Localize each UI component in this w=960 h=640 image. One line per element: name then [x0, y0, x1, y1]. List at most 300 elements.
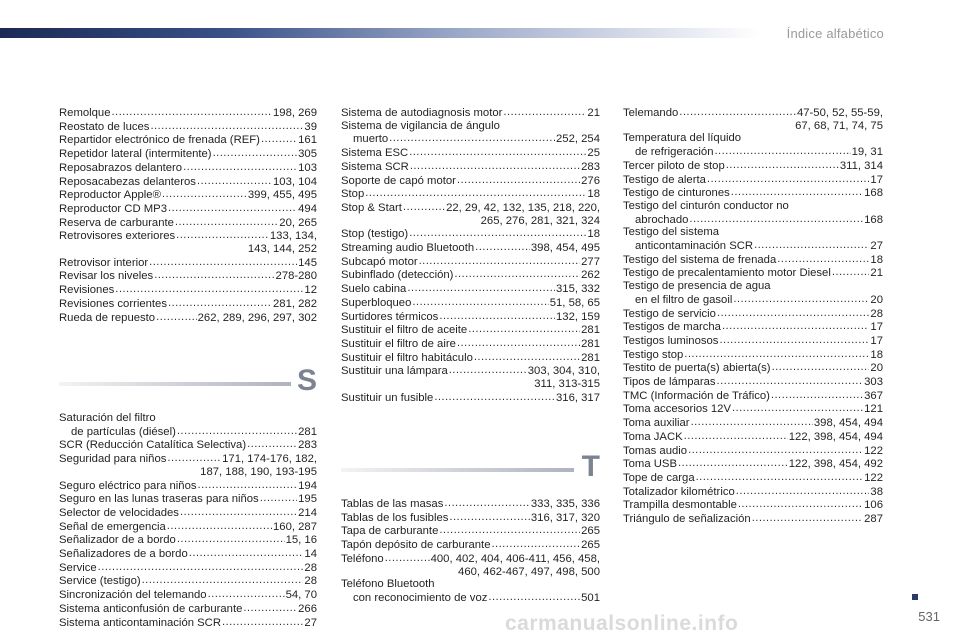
- index-entry: [623, 334, 883, 348]
- index-entry: [623, 430, 883, 444]
- entry-line: [623, 334, 883, 348]
- entry-pages: 21: [587, 107, 600, 119]
- dot-leader: [771, 389, 863, 403]
- entry-term: Testigo de alerta: [623, 173, 706, 186]
- entry-line: [623, 498, 883, 512]
- dot-leader: [409, 227, 586, 241]
- index-entry: [623, 498, 883, 512]
- entry-line: [623, 145, 883, 159]
- column-1-s-entries: [59, 412, 317, 629]
- index-entry: [623, 320, 883, 334]
- entry-line: [59, 506, 317, 520]
- entry-pages: 281: [581, 337, 600, 350]
- dot-leader: [409, 146, 586, 160]
- entry-pages: 252, 254: [556, 133, 600, 146]
- entry-term: Sustituir una lámpara: [341, 365, 448, 378]
- index-entry: [59, 147, 317, 161]
- entry-term: Reposabrazos delantero: [59, 161, 183, 174]
- dot-leader: [717, 307, 869, 321]
- entry-pages: 18: [587, 228, 600, 241]
- entry-term: de refrigeración: [635, 146, 714, 159]
- index-entry: [341, 268, 600, 282]
- entry-line: [341, 146, 600, 160]
- entry-pages-continued: 187, 188, 190, 193-195: [200, 465, 317, 478]
- dot-leader: [772, 361, 870, 375]
- entry-line: [623, 307, 883, 321]
- entry-line: [59, 283, 317, 297]
- entry-term: Stop & Start: [341, 201, 402, 214]
- index-entry: [623, 471, 883, 485]
- entry-term: Tomas audio: [623, 444, 688, 457]
- dot-leader: [679, 106, 796, 120]
- entry-line: [341, 241, 600, 255]
- dot-leader: [177, 533, 285, 547]
- entry-pages: 266: [298, 602, 317, 615]
- entry-pages: 194: [298, 479, 317, 492]
- index-entry: [623, 186, 883, 200]
- entry-line: [59, 229, 317, 243]
- entry-term: con reconocimiento de voz: [353, 591, 488, 604]
- index-entry: [341, 391, 600, 405]
- entry-pages: 281: [581, 324, 600, 337]
- entry-pages: 19, 31: [851, 146, 883, 159]
- index-entry: [341, 255, 600, 269]
- entry-line: [341, 591, 600, 605]
- entry-term: Seguro en las lunas traseras para niños: [59, 493, 259, 506]
- entry-pages: 494: [298, 202, 317, 215]
- index-entry: [623, 348, 883, 362]
- index-entry: [623, 253, 883, 267]
- dot-leader: [684, 348, 869, 362]
- entry-term: Rueda de repuesto: [59, 311, 156, 324]
- index-entry: [59, 492, 317, 506]
- dot-leader: [474, 351, 580, 365]
- entry-term: Stop (testigo): [341, 228, 409, 241]
- entry-term: Tapa de carburante: [341, 525, 439, 538]
- dot-leader: [198, 479, 298, 493]
- entry-line: [341, 310, 600, 324]
- entry-line: [623, 173, 883, 187]
- entry-term: Sistema SCR: [341, 160, 409, 173]
- entry-line: [59, 202, 317, 216]
- entry-pages: 103, 104: [273, 175, 317, 188]
- entry-pages: 38: [870, 485, 883, 498]
- dot-leader: [707, 173, 870, 187]
- column-2-s-entries: [341, 106, 600, 404]
- dot-leader: [754, 239, 869, 253]
- entry-pages: 17: [870, 173, 883, 186]
- entry-pages: 122: [864, 471, 883, 484]
- dot-leader: [434, 391, 555, 405]
- entry-term: abrochado: [635, 213, 689, 226]
- index-entry: [59, 202, 317, 216]
- entry-line: [59, 147, 317, 161]
- entry-line: [341, 160, 600, 174]
- entry-pages: 276: [581, 174, 600, 187]
- entry-term: Telemando: [623, 107, 679, 119]
- index-entry: [341, 337, 600, 351]
- index-entry: [623, 416, 883, 430]
- dot-leader: [719, 334, 869, 348]
- letter-header-s: [59, 366, 317, 396]
- entry-term: Tope de carga: [623, 471, 695, 484]
- dot-leader: [365, 187, 586, 201]
- entry-pages: 103: [298, 161, 317, 174]
- entry-line: [341, 255, 600, 269]
- dot-leader: [247, 438, 297, 452]
- index-entry: [59, 533, 317, 547]
- entry-pages: 39: [304, 120, 317, 133]
- index-entry: [623, 375, 883, 389]
- entry-term: Trampilla desmontable: [623, 499, 737, 512]
- dot-leader: [449, 511, 530, 525]
- entry-line: [623, 444, 883, 458]
- entry-term: Subinflado (detección): [341, 269, 454, 282]
- dot-leader: [112, 106, 273, 120]
- entry-term: Suelo cabina: [341, 283, 407, 296]
- entry-line: [59, 425, 317, 439]
- letter-bar: [341, 468, 574, 472]
- entry-line: [623, 402, 883, 416]
- entry-pages: 17: [870, 321, 883, 334]
- dot-leader: [715, 145, 851, 159]
- entry-term: Teléfono: [341, 552, 384, 565]
- entry-line: [623, 293, 883, 307]
- entry-term: Señalizadores de a bordo: [59, 548, 188, 561]
- entry-pages: 501: [581, 591, 600, 604]
- entry-line: [59, 120, 317, 134]
- dot-leader: [457, 174, 580, 188]
- entry-pages: 168: [864, 213, 883, 226]
- letter-bar: [59, 382, 291, 386]
- entry-line: [59, 161, 317, 175]
- index-entry: [623, 457, 883, 471]
- entry-term: Testigos de marcha: [623, 321, 721, 334]
- index-entry: [623, 106, 883, 132]
- entry-line: [59, 188, 317, 202]
- dot-leader: [243, 602, 297, 616]
- entry-line: [341, 351, 600, 365]
- entry-term: Toma JACK: [623, 430, 683, 443]
- header-bar: [0, 28, 760, 38]
- entry-line: [59, 133, 317, 147]
- dot-leader: [454, 268, 580, 282]
- entry-pages: 160, 287: [273, 520, 317, 533]
- entry-pages: 28: [304, 561, 317, 574]
- index-entry: [59, 216, 317, 230]
- index-entry: [59, 256, 317, 270]
- dot-leader: [444, 497, 530, 511]
- index-entry: [341, 552, 600, 578]
- dot-leader: [98, 561, 304, 575]
- index-entry: [341, 120, 600, 146]
- entry-heading: Sistema de vigilancia de ángulo: [341, 119, 500, 132]
- index-entry: [341, 578, 600, 604]
- dot-leader: [149, 256, 297, 270]
- dot-leader: [732, 402, 863, 416]
- entry-term: Señal de emergencia: [59, 520, 166, 533]
- dot-leader: [389, 132, 555, 146]
- entry-pages: 122, 398, 454, 494: [788, 430, 883, 443]
- entry-pages: 283: [298, 439, 317, 452]
- entry-pages: 214: [298, 506, 317, 519]
- entry-pages: 27: [304, 616, 317, 629]
- dot-leader: [175, 216, 278, 230]
- index-entry: [341, 310, 600, 324]
- index-entry: [59, 547, 317, 561]
- entry-pages: 198, 269: [273, 107, 317, 119]
- entry-pages: 106: [864, 499, 883, 512]
- entry-line: [59, 269, 317, 283]
- index-entry: [59, 452, 317, 478]
- dot-leader: [419, 255, 581, 269]
- entry-term: Reserva de carburante: [59, 216, 174, 229]
- entry-pages: 171, 174-176, 182,: [222, 453, 317, 466]
- index-entry: [59, 283, 317, 297]
- entry-term: Superbloqueo: [341, 296, 412, 309]
- column-1-r-entries: [59, 106, 317, 324]
- dot-leader: [439, 310, 555, 324]
- entry-term: Subcapó motor: [341, 255, 418, 268]
- entry-line: [341, 268, 600, 282]
- entry-pages: 400, 402, 404, 406-411, 456, 458,: [430, 552, 600, 565]
- index-entry: [623, 512, 883, 526]
- index-entry: [341, 227, 600, 241]
- entry-line: [341, 323, 600, 337]
- dot-leader: [468, 323, 580, 337]
- dot-leader: [167, 520, 272, 534]
- entry-line: [59, 438, 317, 452]
- entry-line: [623, 266, 883, 280]
- watermark-text: carmanualsonline.info: [505, 612, 739, 635]
- index-entry: [341, 187, 600, 201]
- dot-leader: [475, 241, 530, 255]
- dot-leader: [177, 425, 297, 439]
- entry-term: Reproductor Apple®: [59, 189, 161, 202]
- column-2-t-entries: [341, 497, 600, 605]
- entry-line: [59, 297, 317, 311]
- entry-pages: 20: [870, 362, 883, 375]
- entry-term: Sistema de autodiagnosis motor: [341, 107, 503, 119]
- entry-term: Sustituir el filtro de aceite: [341, 324, 468, 337]
- entry-line: [59, 492, 317, 506]
- section-letter-s: S: [296, 364, 317, 397]
- entry-line: [59, 479, 317, 493]
- entry-pages: 367: [864, 389, 883, 402]
- entry-line: [341, 511, 600, 525]
- entry-pages-continued: 143, 144, 252: [247, 243, 317, 256]
- entry-heading: Teléfono Bluetooth: [341, 578, 435, 591]
- entry-term: Toma auxiliar: [623, 417, 690, 430]
- dot-leader: [261, 133, 297, 147]
- index-entry: [59, 479, 317, 493]
- entry-term: Testigo de servicio: [623, 307, 716, 320]
- entry-line: [341, 174, 600, 188]
- entry-term: Soporte de capó motor: [341, 174, 456, 187]
- entry-pages: 18: [587, 188, 600, 201]
- column-3-t-entries: [623, 106, 883, 526]
- entry-line: [341, 201, 600, 215]
- entry-term: Reproductor CD MP3: [59, 202, 167, 215]
- entry-term: muerto: [353, 133, 389, 146]
- entry-pages: 398, 454, 494: [813, 417, 883, 430]
- entry-line: [623, 430, 883, 444]
- dot-leader: [722, 320, 869, 334]
- entry-heading: Testigo del sistema: [623, 226, 720, 239]
- entry-term: Surtidores térmicos: [341, 310, 439, 323]
- entry-pages: 14: [304, 548, 317, 561]
- entry-pages: 265: [581, 539, 600, 552]
- entry-pages: 399, 455, 495: [247, 189, 317, 202]
- entry-term: Tablas de los fusibles: [341, 511, 449, 524]
- entry-pages: 265: [581, 525, 600, 538]
- entry-pages: 27: [870, 240, 883, 253]
- index-entry: [341, 282, 600, 296]
- index-entry: [341, 106, 600, 120]
- dot-leader: [689, 213, 863, 227]
- entry-term: Revisiones: [59, 284, 115, 297]
- entry-heading: Temperatura del líquido: [623, 132, 742, 145]
- entry-term: Tercer piloto de stop: [623, 159, 725, 172]
- index-entry: [341, 364, 600, 390]
- entry-line: [623, 320, 883, 334]
- index-entry: [341, 511, 600, 525]
- entry-line: [59, 520, 317, 534]
- entry-term: Sistema anticontaminación SCR: [59, 616, 221, 629]
- entry-term: Seguridad para niños: [59, 453, 167, 466]
- entry-pages: 287: [864, 513, 883, 526]
- index-entry: [341, 174, 600, 188]
- dot-leader: [738, 498, 863, 512]
- entry-term: Service: [59, 561, 97, 574]
- entry-term: Streaming audio Bluetooth: [341, 242, 475, 255]
- entry-term: Testito de puerta(s) abierta(s): [623, 362, 771, 375]
- index-entry: [341, 146, 600, 160]
- entry-line: [623, 106, 883, 120]
- index-entry: [341, 201, 600, 227]
- entry-line: [341, 497, 600, 511]
- entry-line: [59, 216, 317, 230]
- entry-term: Revisiones corrientes: [59, 297, 167, 310]
- entry-term: TMC (Información de Tráfico): [623, 389, 770, 402]
- entry-line: [623, 159, 883, 173]
- entry-pages: 25: [587, 147, 600, 160]
- dot-leader: [168, 202, 297, 216]
- entry-line: [623, 416, 883, 430]
- dot-leader: [731, 186, 863, 200]
- entry-pages: 278-280: [275, 270, 317, 283]
- dot-leader: [488, 591, 580, 605]
- dot-leader: [491, 538, 580, 552]
- entry-term: Sustituir el filtro habitáculo: [341, 351, 473, 364]
- dot-leader: [183, 161, 297, 175]
- index-entry: [623, 307, 883, 321]
- entry-line: [341, 187, 600, 201]
- entry-term: Repetidor lateral (intermitente): [59, 148, 212, 161]
- entry-pages: 17: [870, 334, 883, 347]
- entry-term: anticontaminación SCR: [635, 240, 754, 253]
- entry-line: [59, 533, 317, 547]
- index-entry: [623, 389, 883, 403]
- entry-pages: 47-50, 52, 55-59,: [796, 107, 883, 119]
- dot-leader: [142, 574, 304, 588]
- entry-line: [341, 552, 600, 566]
- index-entry: [59, 229, 317, 255]
- entry-line: [59, 256, 317, 270]
- index-entry: [341, 160, 600, 174]
- dot-leader: [457, 337, 580, 351]
- dot-leader: [222, 616, 303, 630]
- index-entry: [623, 280, 883, 306]
- dot-leader: [213, 147, 298, 161]
- entry-term: Tablas de las masas: [341, 498, 444, 510]
- entry-line: [623, 361, 883, 375]
- index-entry: [623, 361, 883, 375]
- entry-term: Testigo de cinturones: [623, 187, 730, 200]
- entry-pages-continued: 311, 313-315: [534, 378, 600, 391]
- entry-pages: 333, 335, 336: [530, 498, 600, 510]
- entry-line: [59, 311, 317, 325]
- dot-leader: [410, 160, 580, 174]
- entry-pages: 18: [870, 348, 883, 361]
- entry-pages-continued: 265, 276, 281, 321, 324: [480, 214, 600, 227]
- dot-leader: [115, 283, 303, 297]
- entry-term: Testigo del sistema de frenada: [623, 253, 777, 266]
- index-entry: [59, 269, 317, 283]
- entry-term: Testigo de precalentamiento motor Diesel: [623, 267, 831, 280]
- dot-leader: [678, 457, 788, 471]
- entry-term: Toma accesorios 12V: [623, 403, 731, 416]
- entry-pages: 15, 16: [285, 534, 317, 547]
- dot-leader: [189, 547, 304, 561]
- dot-leader: [176, 229, 269, 243]
- index-entry: [623, 132, 883, 158]
- index-entry: [623, 159, 883, 173]
- entry-heading: Testigo de presencia de agua: [623, 280, 771, 293]
- index-entry: [623, 485, 883, 499]
- entry-pages: 277: [581, 255, 600, 268]
- entry-pages: 398, 454, 495: [530, 242, 600, 255]
- entry-line: [341, 282, 600, 296]
- dot-leader: [156, 311, 197, 325]
- entry-line: [341, 132, 600, 146]
- index-entry: [59, 175, 317, 189]
- entry-pages: 122: [864, 444, 883, 457]
- dot-leader: [407, 282, 555, 296]
- entry-line: [623, 186, 883, 200]
- entry-term: Reostato de luces: [59, 120, 150, 133]
- entry-heading: Saturación del filtro: [59, 412, 156, 424]
- section-title: Índice alfabético: [786, 26, 884, 41]
- entry-line: [623, 457, 883, 471]
- entry-line: [59, 106, 317, 120]
- entry-pages: 132, 159: [556, 310, 600, 323]
- index-entry: [623, 173, 883, 187]
- entry-pages: 28: [304, 575, 317, 588]
- entry-line: [623, 239, 883, 253]
- entry-term: Tipos de lámparas: [623, 376, 716, 389]
- entry-line: [623, 512, 883, 526]
- section-letter-t: T: [581, 450, 600, 483]
- entry-line: [341, 227, 600, 241]
- entry-pages: 303: [864, 376, 883, 389]
- entry-pages: 315, 332: [556, 283, 600, 296]
- entry-pages: 51, 58, 65: [549, 296, 600, 309]
- dot-leader: [180, 506, 297, 520]
- entry-line: [623, 213, 883, 227]
- entry-line: [341, 391, 600, 405]
- entry-term: Sustituir el filtro de aire: [341, 337, 456, 350]
